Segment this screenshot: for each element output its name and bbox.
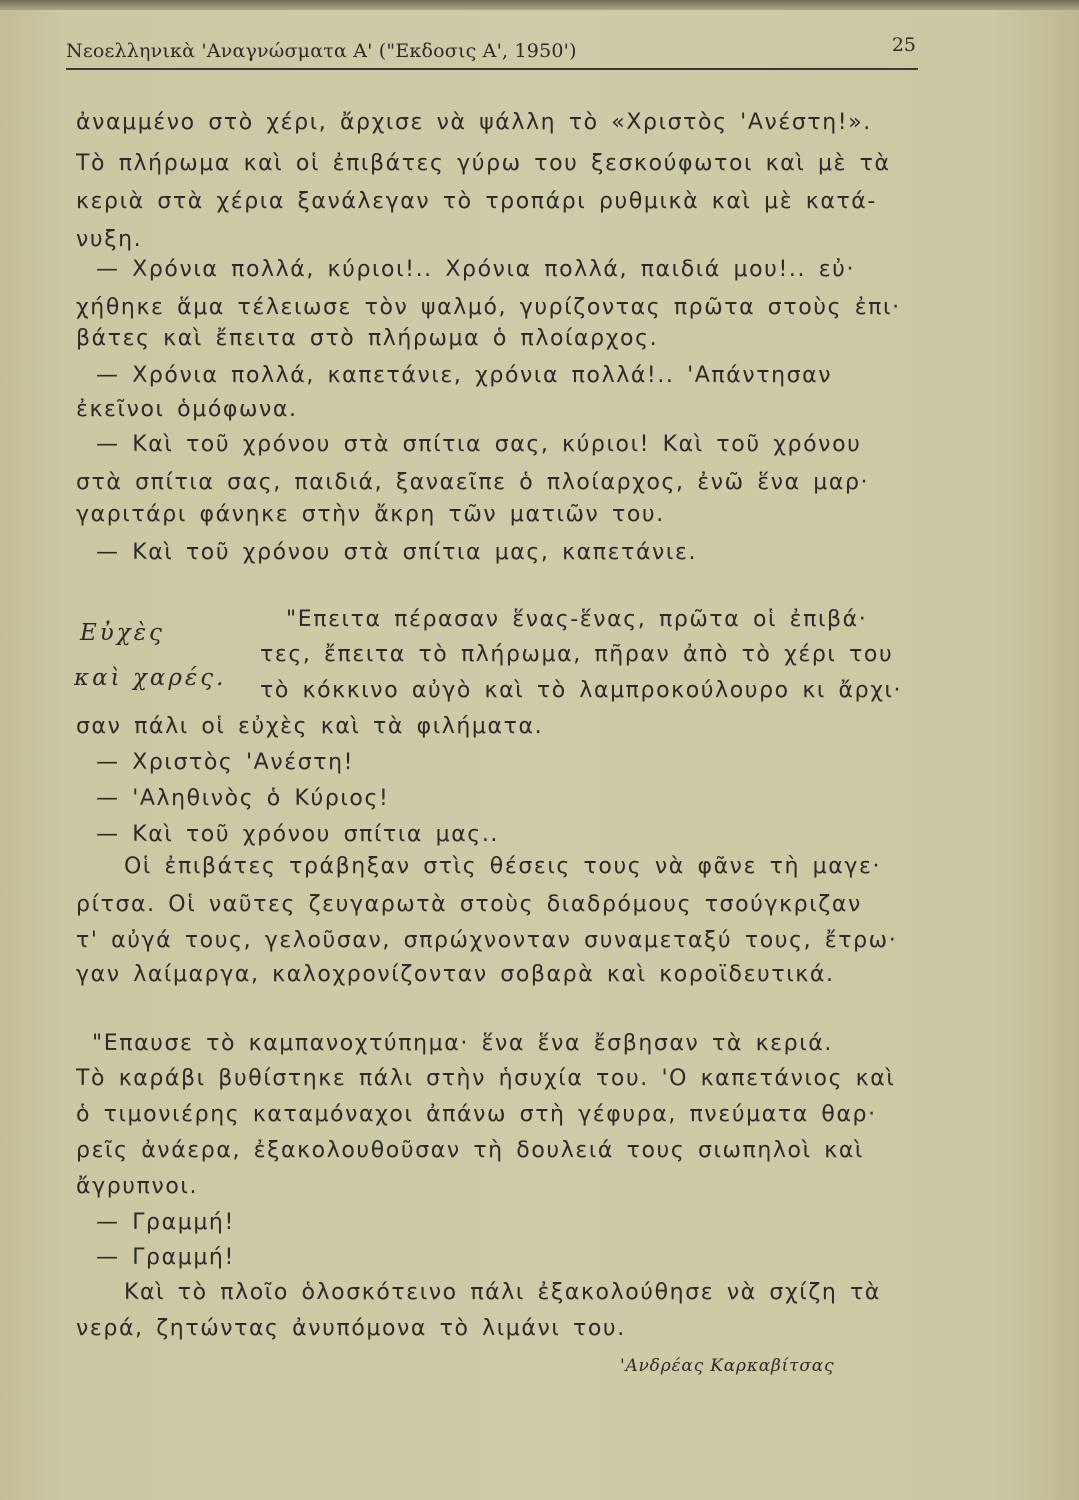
text-line: ρίτσα. Οἱ ναῦτες ζευγαρωτὰ στοὺς διαδρόμους τσούγκριζαν — [76, 892, 862, 917]
text-line: ἐκεῖνοι ὁμόφωνα. — [76, 397, 298, 422]
text-line: κεριὰ στὰ χέρια ξανάλεγαν τὸ τροπάρι ρυθμικὰ καὶ μὲ κατά- — [76, 189, 877, 214]
text-line: βάτες καὶ ἔπειτα στὸ πλήρωμα ὁ πλοίαρχος. — [76, 326, 659, 351]
text-line: — Χριστὸς 'Ανέστη! — [96, 750, 355, 775]
text-line: ρεῖς ἀνάερα, ἐξακολουθοῦσαν τὴ δουλειά τους σιωπηλοὶ καὶ — [76, 1138, 864, 1163]
text-line: — Καὶ τοῦ χρόνου σπίτια μας.. — [96, 822, 500, 847]
text-line: "Επειτα πέρασαν ἕνας-ἕνας, πρῶτα οἱ ἐπιβά· — [286, 607, 868, 632]
text-line: τ' αὐγά τους, γελοῦσαν, σπρώχνονταν συναμεταξύ τους, ἔτρω· — [76, 928, 898, 953]
text-line: Οἱ ἐπιβάτες τράβηξαν στὶς θέσεις τους νὰ φᾶνε τὴ μαγε· — [124, 854, 882, 879]
text-line: νερά, ζητώντας ἀνυπόμονα τὸ λιμάνι του. — [76, 1316, 626, 1341]
text-line: νυξη. — [76, 227, 143, 252]
text-line: — Γραμμή! — [96, 1245, 235, 1270]
text-line: — Καὶ τοῦ χρόνου στὰ σπίτια μας, καπετάνιε. — [96, 540, 698, 565]
text-line: — Χρόνια πολλά, καπετάνιε, χρόνια πολλά!.. 'Απάντησαν — [96, 363, 833, 388]
page-number: 25 — [891, 34, 916, 56]
header-title: Νεοελληνικὰ 'Αναγνώσματα Α' ("Εκδοσις Α', 1950') — [66, 40, 577, 62]
text-line: χήθηκε ἅμα τέλειωσε τὸν ψαλμό, γυρίζοντας πρῶτα στοὺς ἐπι· — [76, 295, 901, 320]
text-line: — Γραμμή! — [96, 1210, 235, 1235]
text-line: γαριτάρι φάνηκε στὴν ἄκρη τῶν ματιῶν του. — [76, 502, 665, 527]
text-line: Καὶ τὸ πλοῖο ὁλοσκότεινο πάλι ἐξακολούθησε νὰ σχίζη τὰ — [124, 1280, 881, 1305]
text-line: τὸ κόκκινο αὐγὸ καὶ τὸ λαμπροκούλουρο κι ἄρχι· — [260, 678, 903, 703]
text-line: σαν πάλι οἱ εὐχὲς καὶ τὰ φιλήματα. — [76, 714, 544, 739]
text-line: στὰ σπίτια σας, παιδιά, ξαναεῖπε ὁ πλοίαρχος, ἐνῶ ἕνα μαρ· — [76, 470, 870, 495]
author-signature: 'Ανδρέας Καρκαβίτσας — [620, 1356, 835, 1376]
side-note-line-2: καὶ χαρές. — [74, 665, 227, 691]
text-line: ὁ τιμονιέρης καταμόναχοι ἀπάνω στὴ γέφυρα, πνεύματα θαρ· — [76, 1102, 877, 1127]
text-line: — 'Αληθινὸς ὁ Κύριος! — [96, 786, 390, 811]
running-header — [66, 34, 918, 70]
text-line: ἄγρυπνοι. — [76, 1174, 199, 1199]
text-line: τες, ἔπειτα τὸ πλήρωμα, πῆραν ἀπὸ τὸ χέρι του — [260, 642, 894, 667]
page-top-edge — [0, 0, 1079, 10]
text-line: — Καὶ τοῦ χρόνου στὰ σπίτια σας, κύριοι! Καὶ τοῦ χρόνου — [96, 432, 862, 457]
text-line: Τὸ πλήρωμα καὶ οἱ ἐπιβάτες γύρω του ξεσκούφωτοι καὶ μὲ τὰ — [76, 151, 891, 176]
text-line: "Επαυσε τὸ καμπανοχτύπημα· ἕνα ἕνα ἔσβησαν τὰ κεριά. — [92, 1031, 833, 1056]
text-line: Τὸ καράβι βυθίστηκε πάλι στὴν ἡσυχία του. 'Ο καπετάνιος καὶ — [76, 1066, 896, 1091]
text-line: ἀναμμένο στὸ χέρι, ἄρχισε νὰ ψάλλη τὸ «Χριστὸς 'Ανέστη!». — [76, 110, 872, 135]
text-line: — Χρόνια πολλά, κύριοι!.. Χρόνια πολλά, παιδιά μου!.. εὐ· — [96, 257, 856, 282]
side-note-line-1: Εὐχὲς — [80, 620, 165, 646]
text-line: γαν λαίμαργα, καλοχρονίζονταν σοβαρὰ καὶ κοροϊδευτικά. — [76, 962, 835, 987]
